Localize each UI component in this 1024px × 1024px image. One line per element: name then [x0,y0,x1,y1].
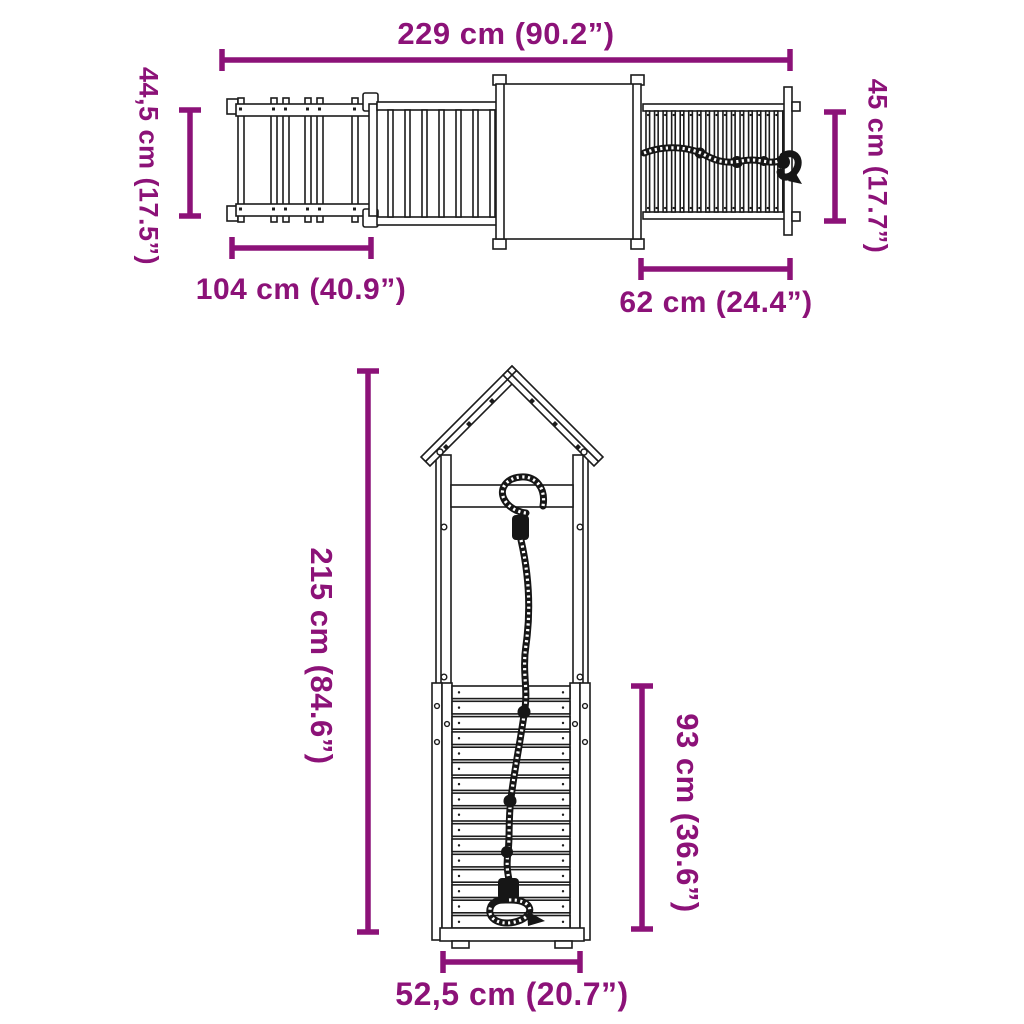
roof [421,366,603,466]
dim-ramp-depth-label: 45 cm (17.7”) [862,78,893,254]
dim-total-height-label: 215 cm (84.6”) [304,547,340,765]
dim-ramp-height [631,686,705,929]
top-view-drawing [227,75,802,249]
playhouse-top-view [493,75,644,249]
dim-ladder-depth-label: 44,5 cm (17.5”) [133,66,164,266]
dim-ramp-depth [824,79,893,254]
dim-total-width [222,16,790,71]
dim-base-width [395,951,628,1012]
ladder-top-view [227,98,372,222]
dim-total-height [304,371,379,932]
dim-ramp-height-label: 93 cm (36.6”) [670,713,706,913]
dim-total-width-label: 229 cm (90.2”) [397,16,615,51]
dim-ladder-width [196,237,406,306]
ladder-screws [239,108,356,211]
dim-ladder-depth [134,67,201,265]
dim-ramp-width-label: 62 cm (24.4”) [619,286,813,319]
dim-ladder-width-label: 104 cm (40.9”) [195,273,407,306]
bridge-top-view [363,93,497,227]
front-view-drawing [421,366,603,948]
dim-base-width-label: 52,5 cm (20.7”) [395,976,629,1012]
dim-ramp-width [619,258,812,319]
